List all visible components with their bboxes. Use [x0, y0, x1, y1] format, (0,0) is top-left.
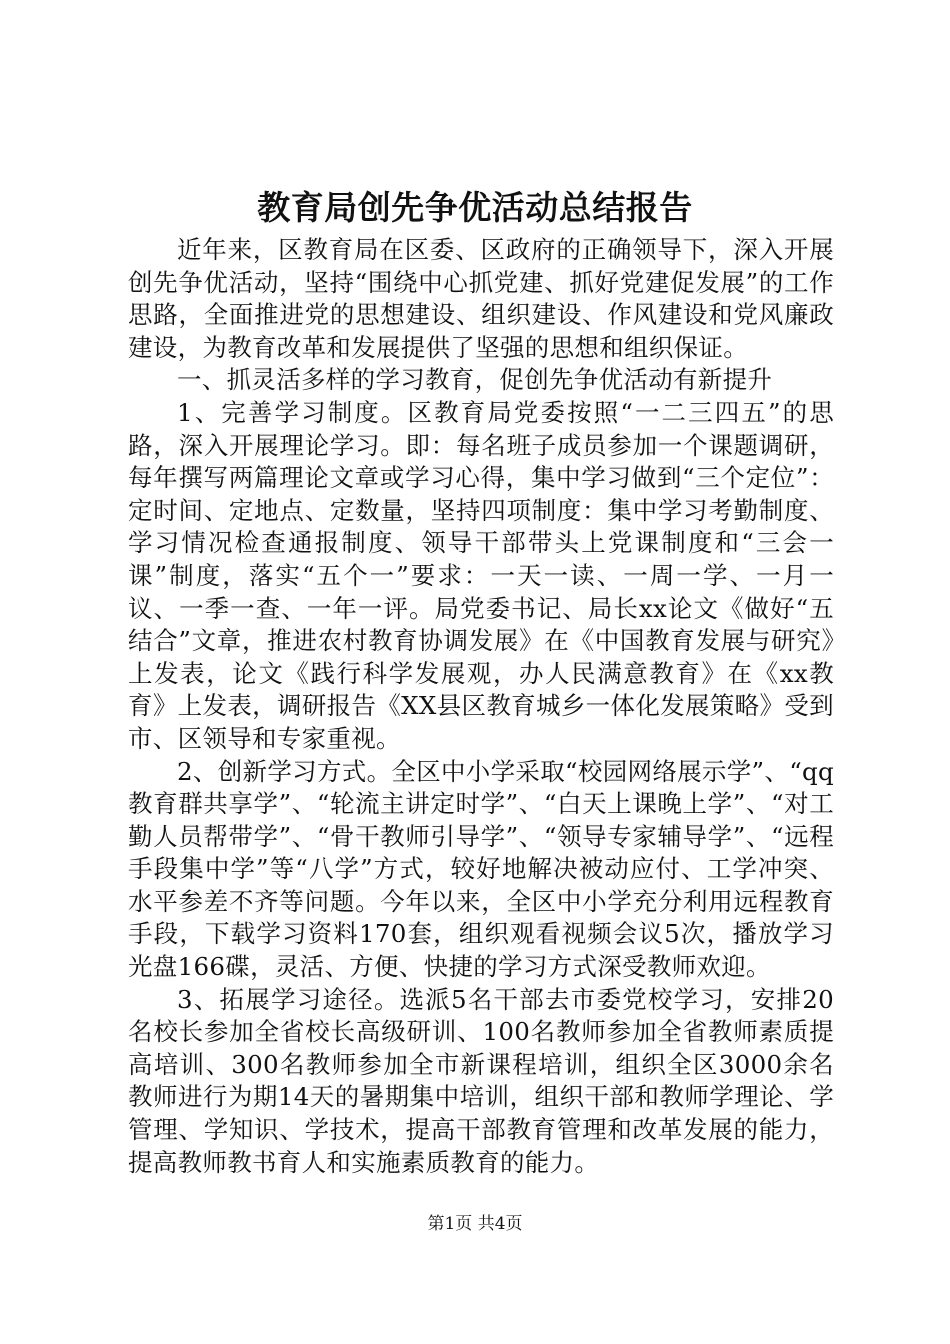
page-number: 第1页 共4页	[427, 1214, 523, 1234]
document-body	[128, 234, 834, 1179]
paragraph-study-methods: 2、创新学习方式。全区中小学采取“校园网络展示学”、“qq教育群共享学”、“轮流主讲定时学”、“白天上课晚上学”、“对工勤人员帮带学”、“骨干教师引导学”、“领导专家辅导学”、“远程手段集中学”等“八学”方式，较好地解决被动应付、工学冲突、水平参差不齐等问题。今年以来，全区中小学充分利用远程教育手段，下载学习资料170套，组织观看视频会议5次，播放学习光盘166碟，灵活、方便、快捷的学习方式深受教师欢迎。	[128, 756, 834, 982]
paragraph-study-system: 1、完善学习制度。区教育局党委按照“一二三四五”的思路，深入开展理论学习。即：每名班子成员参加一个课题调研，每年撰写两篇理论文章或学习心得，集中学习做到“三个定位”：定时间、定地点、定数量，坚持四项制度：集中学习考勤制度、学习情况检查通报制度、领导干部带头上党课制度和“三会一课”制度，落实“五个一”要求：一天一读、一周一学、一月一议、一季一查、一年一评。局党委书记、局长xx论文《做好“五结合”文章，推进农村教育协调发展》在《中国教育发展与研究》上发表，论文《践行科学发展观，办人民满意教育》在《xx教育》上发表，调研报告《XX县区教育城乡一体化发展策略》受到市、区领导和专家重视。	[128, 397, 834, 753]
paragraph-study-channels: 3、拓展学习途径。选派5名干部去市委党校学习，安排20名校长参加全省校长高级研训、100名教师参加全省教师素质提高培训、300名教师参加全市新课程培训，组织全区3000余名教师进行为期14天的暑期集中培训，组织干部和教师学理论、学管理、学知识、学技术，提高干部教育管理和改革发展的能力，提高教师教书育人和实施素质教育的能力。	[128, 984, 834, 1177]
section-heading: 一、抓灵活多样的学习教育，促创先争优活动有新提升	[177, 365, 773, 395]
intro-paragraph: 近年来，区教育局在区委、区政府的正确领导下，深入开展创先争优活动，坚持“围绕中心抓党建、抓好党建促发展”的工作思路，全面推进党的思想建设、组织建设、作风建设和党风廉政建设，为教育改革和发展提供了坚强的思想和组织保证。	[128, 235, 834, 362]
document-title: 教育局创先争优活动总结报告	[257, 188, 693, 227]
